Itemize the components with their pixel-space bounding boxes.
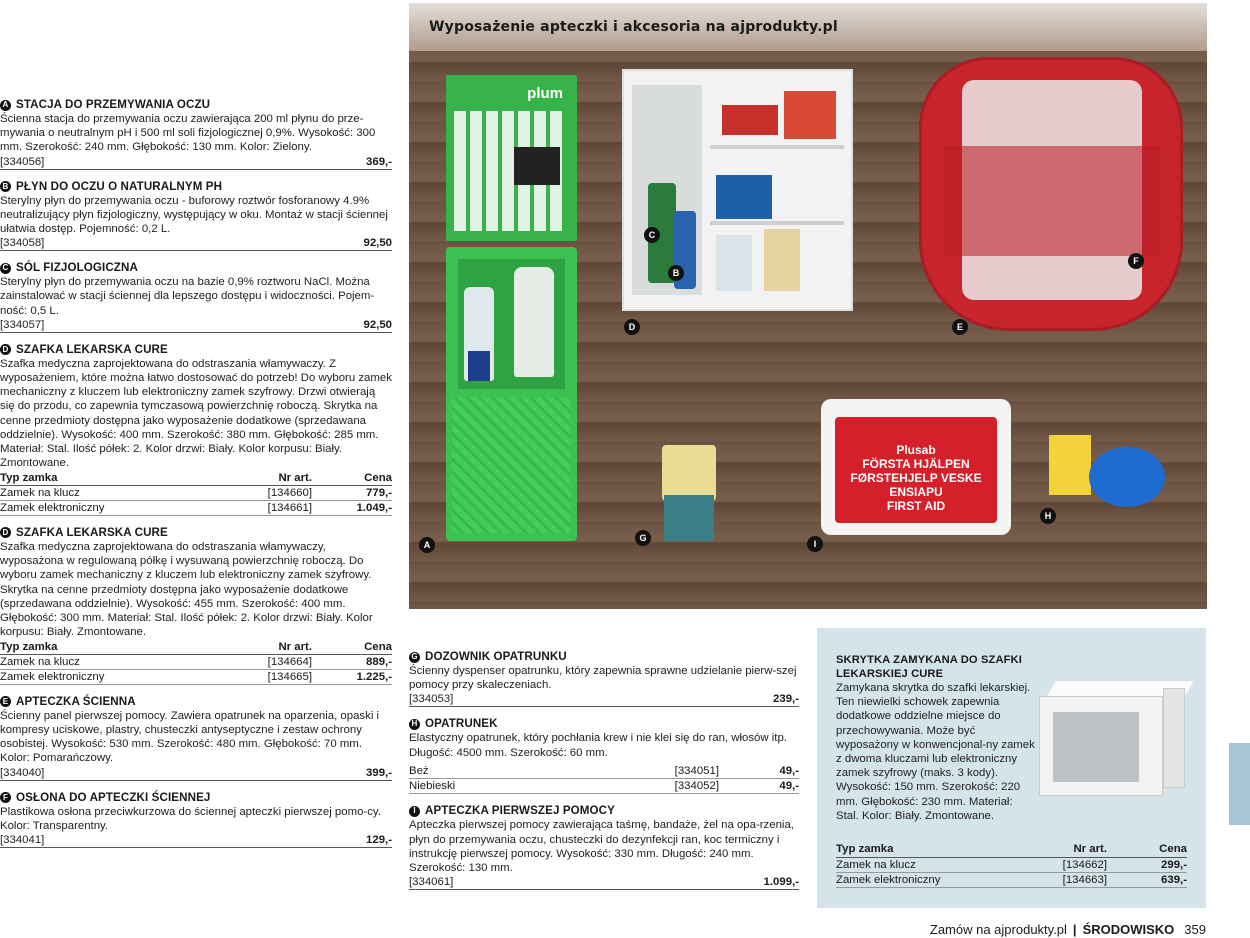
middle-column [409, 650, 799, 890]
product-title: I APTECZKA PIERWSZEJ POMOCY [409, 804, 799, 818]
price-row: [334056] 369,- [0, 155, 392, 168]
mirror-panel [514, 147, 560, 185]
product-g [409, 650, 799, 707]
wall-first-aid-panel [919, 57, 1183, 331]
marker-f: F [1128, 253, 1144, 269]
marker-c: C [644, 227, 660, 243]
eyewash-station [446, 247, 577, 541]
footer-order-link[interactable]: Zamów na ajprodukty.pl [929, 922, 1067, 937]
letter-badge: G [409, 652, 420, 663]
product-title: E APTECZKA ŚCIENNA [0, 695, 392, 709]
letter-badge: E [0, 696, 11, 707]
table-row: Zamek elektroniczny [134665] 1.225,- [0, 670, 392, 683]
product-title: C SÓL FIZJOLOGICZNA [0, 261, 392, 275]
table-row: Niebieski [334052] 49,- [409, 780, 799, 793]
marker-d: D [624, 319, 640, 335]
product-description: Ścienny dyspenser opatrunku, który zapewnia sprawne udzielanie pierw-szej pomocy przy skaleczeniach. [409, 665, 797, 692]
section-tab [1229, 743, 1250, 825]
product-title: A STACJA DO PRZEMYWANIA OCZU [0, 98, 392, 112]
bandage-dispenser [662, 445, 716, 541]
page-footer [930, 922, 1206, 937]
inset-description: Zamykana skrytka do szafki lekarskiej. Ten niewielki schowek zapewnia dodatkowe oddzielne miejsce do przechowywania. Może być wyposażony w konwencjonal-ny zamek z dwoma kluczami lub elektroniczny zamek szyfrowy (maks. 3 kody). Wysokość: 150 mm. Szerokość: 220 mm. Głębokość: 230 mm. Materiał: Stal. Kolor: Biały. Zmontowane. [836, 682, 1035, 822]
lockbox-inset [817, 628, 1206, 908]
eyewash-instruction-panel [446, 75, 577, 241]
letter-badge: D [0, 527, 11, 538]
table-row: Zamek na klucz [134664] 889,- [0, 655, 392, 668]
product-f [0, 791, 392, 848]
product-h [409, 717, 799, 794]
product-title: D SZAFKA LEKARSKA CURE [0, 343, 392, 357]
price-row: [334041] 129,- [0, 834, 392, 847]
medicine-cabinet [622, 69, 853, 311]
product-a [0, 98, 392, 170]
product-title: B PŁYN DO OCZU O NATURALNYM PH [0, 180, 392, 194]
product-photo [409, 3, 1207, 609]
product-title: F OSŁONA DO APTECZKI ŚCIENNEJ [0, 791, 392, 805]
marker-i: I [807, 536, 823, 552]
bandage-roll [1049, 431, 1169, 531]
price-row: [334061] 1.099,- [409, 876, 799, 889]
marker-b: B [668, 265, 684, 281]
product-description: Sterylny płyn do przemywania oczu - buforowy roztwór fosforanowy 4.9% neutralizujący płyn fizjologiczny, występujący w oku. Montaż w stacji ściennej ułatwia dostęp. Pojemność: 0,2 L. [0, 194, 388, 236]
product-description: Sterylny płyn do przemywania oczu na bazie 0,9% roztworu NaCl. Można zainstalować w stacji ściennej dla lepszego dostępu i widoczności. Pojem-ność: 0,5 L. [0, 276, 375, 317]
variant-table: Typ zamka Nr art. Cena Zamek na klucz [134662] 299,- Zamek elektroniczny [134663] 639,- [836, 843, 1187, 886]
table-row: Zamek elektroniczny [134663] 639,- [836, 873, 1187, 886]
letter-badge: B [0, 181, 11, 192]
price-row: [334057] 92,50 [0, 318, 392, 331]
price-row: [334053] 239,- [409, 693, 799, 706]
variant-table: Typ zamka Nr art. Cena Zamek na klucz [134664] 889,- Zamek elektroniczny [134665] 1.225,- [0, 640, 392, 683]
saline-bottle [514, 267, 554, 377]
marker-e: E [952, 319, 968, 335]
first-aid-kit [821, 399, 1011, 535]
eyewash-bottle-small [464, 287, 494, 381]
brand-logo: plum [527, 85, 563, 102]
product-description: Ścienny panel pierwszej pomocy. Zawiera opatrunek na oparzenia, opaski i kompresy uciskowe, plastry, chusteczki antyseptyczne i zestaw ochrony osobistej. Wysokość: 530 mm. Szerokość: 480 mm. Głębokość: 70 mm. Kolor: Pomarańczowy. [0, 709, 380, 765]
product-description: Szafka medyczna zaprojektowana do odstraszania włamywaczy, wyposażona w regulowaną półkę i wysuwaną powierzchnię roboczą. Do wyboru zamek mechaniczny z kluczem lub elektroniczny zamek szyfrowy. Skrytka na cenne przedmioty dostępna jako wyposażenie dodatkowe (sprzedawana oddzielnie). Wysokość: 455 mm. Szerokość: 400 mm. Głębokość: 300 mm. Materiał: Stal. Ilość półek: 2. Kolor drzwi: Biały. Kolor korpusu: Biały. Zmontowane. [0, 540, 373, 639]
table-row: Zamek na klucz [134660] 779,- [0, 486, 392, 499]
footer-separator: | [1072, 922, 1077, 937]
marker-a: A [419, 537, 435, 553]
product-description: Elastyczny opatrunek, który pochłania krew i nie klei się do ran, włosów itp. Długość: 4500 mm. Szerokość: 60 mm. [409, 732, 787, 759]
product-description: Apteczka pierwszej pomocy zawierająca taśmę, bandaże, żel na opa-rzenia, płyn do przemywania oczu, chusteczki do dezynfekcji ran, koc termiczny i instrukcję pierwszej pomocy. Wysokość: 330 mm. Długość: 240 mm. Szerokość: 130 mm. [409, 819, 794, 874]
price-row: [334058] 92,50 [0, 237, 392, 250]
letter-badge: H [409, 719, 420, 730]
marker-h: H [1040, 508, 1056, 524]
kit-label: Plusab FÖRSTA HJÄLPEN FØRSTEHJELP VESKE ENSIAPU FIRST AID [835, 417, 997, 523]
product-d2 [0, 526, 392, 685]
product-i [409, 804, 799, 890]
letter-badge: I [409, 806, 420, 817]
inset-title: SKRYTKA ZAMYKANA DO SZAFKI LEKARSKIEJ CURE [836, 654, 1022, 680]
product-b [0, 180, 392, 252]
letter-badge: F [0, 792, 11, 803]
product-d1 [0, 343, 392, 516]
marker-g: G [635, 530, 651, 546]
product-description: Plastikowa osłona przeciwkurzowa do ściennej apteczki pierwszej pomo-cy. Kolor: Transparentny. [0, 805, 381, 832]
table-row: Beż [334051] 49,- [409, 765, 799, 778]
price-row: [334040] 399,- [0, 766, 392, 779]
product-title: D SZAFKA LEKARSKA CURE [0, 526, 392, 540]
letter-badge: D [0, 344, 11, 355]
product-e [0, 695, 392, 781]
product-title: G DOZOWNIK OPATRUNKU [409, 650, 799, 664]
letter-badge: A [0, 100, 11, 111]
variant-table [409, 764, 799, 795]
product-c [0, 261, 392, 333]
product-description: Szafka medyczna zaprojektowana do odstraszania włamywaczy. Z wyposażeniem, które można łatwo dostosować do potrzeb! Do wyboru zamek mechaniczny z kluczem lub elektroniczny zamek szyfrowy. Drzwi otwierają się do przodu, co zapewnia tymczasową powierzchnię roboczą. Skrytka na cenne przedmioty dostępna jako wyposażenie dodatkowe (sprzedawana oddzielnie). Wysokość: 400 mm. Szerokość: 380 mm. Głębokość: 285 mm. Materiał: Stal. Ilość półek: 2. Kolor drzwi: Biały. Kolor korpusu: Biały. Zmontowane. [0, 357, 392, 470]
product-title: H OPATRUNEK [409, 717, 799, 731]
station-lid [452, 397, 571, 533]
letter-badge: C [0, 263, 11, 274]
table-row: Zamek elektroniczny [134661] 1.049,- [0, 501, 392, 514]
footer-section: ŚRODOWISKO [1082, 922, 1175, 937]
lockbox-image [1039, 676, 1189, 796]
product-description: Ścienna stacja do przemywania oczu zawierająca 200 ml płynu do prze-mywania o neutralnym pH i 500 ml soli fizjologicznej 0,9%. Wysokość: 300 mm. Szerokość: 240 mm. Głębokość: 130 mm. Kolor: Zielony. [0, 113, 376, 154]
variant-table: Typ zamka Nr art. Cena Zamek na klucz [134660] 779,- Zamek elektroniczny [134661] 1.049,- [0, 471, 392, 514]
page-number: 359 [1184, 922, 1206, 937]
left-column [0, 98, 392, 848]
photo-title: Wyposażenie apteczki i akcesoria na ajprodukty.pl [429, 19, 838, 35]
table-row: Zamek na klucz [134662] 299,- [836, 858, 1187, 871]
